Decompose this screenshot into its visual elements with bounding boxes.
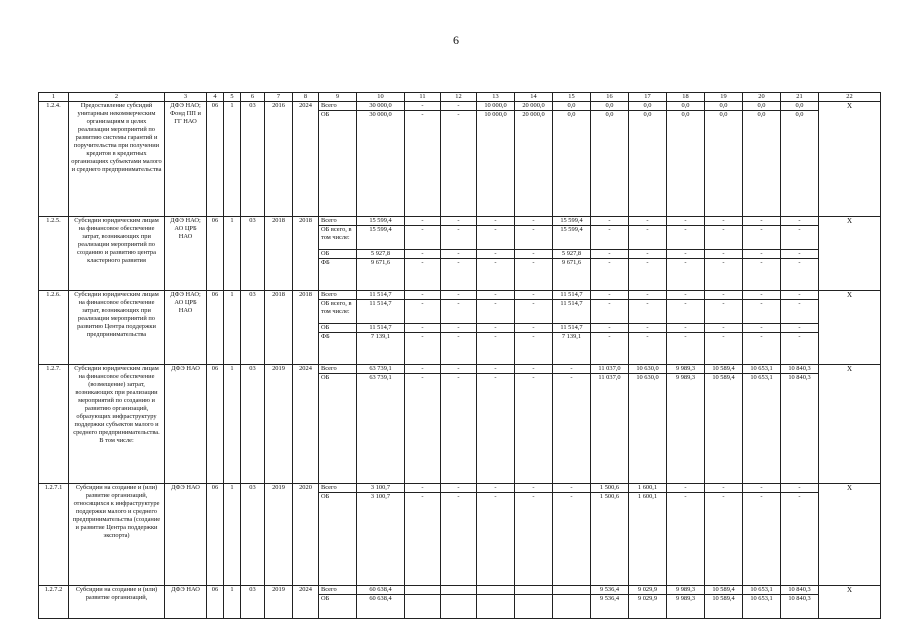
amount-cell: - — [743, 291, 781, 300]
code-cell: 06 — [207, 102, 224, 217]
column-header: 16 — [591, 93, 629, 102]
amount-cell: 10 589,4 — [705, 374, 743, 484]
amount-cell: - — [515, 333, 553, 365]
amount-cell — [553, 586, 591, 595]
column-header: 6 — [241, 93, 265, 102]
column-header: 18 — [667, 93, 705, 102]
amount-cell: - — [591, 259, 629, 291]
column-header: 11 — [405, 93, 441, 102]
end-year: 2024 — [293, 365, 319, 484]
amount-cell: - — [781, 259, 819, 291]
amount-cell: - — [441, 250, 477, 259]
amount-cell: 60 638,4 — [357, 586, 405, 595]
column-header: 4 — [207, 93, 224, 102]
status-mark: X — [819, 291, 881, 365]
end-year: 2020 — [293, 484, 319, 586]
amount-cell: - — [781, 493, 819, 586]
amount-cell: 15 599,4 — [553, 226, 591, 250]
column-header: 19 — [705, 93, 743, 102]
amount-cell: - — [405, 333, 441, 365]
amount-cell: 10 840,3 — [781, 595, 819, 619]
amount-cell: - — [441, 217, 477, 226]
amount-cell: - — [441, 300, 477, 324]
column-header: 7 — [265, 93, 293, 102]
amount-cell: - — [405, 365, 441, 374]
amount-cell: - — [477, 226, 515, 250]
amount-cell: - — [405, 250, 441, 259]
responsible-executor: ДФЭ НАО — [165, 365, 207, 484]
item-description: Предоставление субсидий унитарным некоммерческим организациям в целях реализации мероприятий по развитию системы гарантий и поручительства при получении кредитов в кредитных организациях субъектами малого и среднего предпринимательства — [69, 102, 165, 217]
amount-cell: - — [441, 374, 477, 484]
amount-cell: 11 037,0 — [591, 374, 629, 484]
amount-cell: - — [515, 226, 553, 250]
responsible-executor: ДФЭ НАО; Фонд ПП и ГГ НАО — [165, 102, 207, 217]
amount-cell: - — [405, 324, 441, 333]
amount-cell: - — [477, 291, 515, 300]
amount-cell: 1 500,6 — [591, 484, 629, 493]
amount-cell: - — [553, 493, 591, 586]
column-header: 10 — [357, 93, 405, 102]
code-cell: 06 — [207, 586, 224, 619]
amount-cell: 20 000,0 — [515, 102, 553, 111]
amount-cell: - — [781, 484, 819, 493]
responsible-executor: ДФЭ НАО — [165, 586, 207, 619]
amount-cell: 10 630,0 — [629, 365, 667, 374]
column-header: 9 — [319, 93, 357, 102]
amount-cell: 11 514,7 — [357, 300, 405, 324]
amount-cell: - — [743, 226, 781, 250]
amount-cell: - — [781, 226, 819, 250]
table-row — [39, 102, 881, 111]
amount-cell: 0,0 — [629, 111, 667, 217]
amount-cell: - — [667, 226, 705, 250]
amount-cell: - — [667, 324, 705, 333]
end-year: 2018 — [293, 217, 319, 291]
code-cell: 1 — [224, 586, 241, 619]
amount-cell: 10 653,1 — [743, 586, 781, 595]
item-number: 1.2.4. — [39, 102, 69, 217]
amount-cell: 0,0 — [591, 111, 629, 217]
amount-cell: - — [667, 333, 705, 365]
amount-cell: - — [705, 291, 743, 300]
amount-cell: - — [477, 374, 515, 484]
amount-cell: - — [405, 374, 441, 484]
amount-cell — [515, 586, 553, 595]
amount-cell: - — [743, 250, 781, 259]
amount-cell — [515, 595, 553, 619]
funding-source-label: Всего — [319, 291, 357, 300]
code-cell: 1 — [224, 217, 241, 291]
amount-cell: - — [667, 250, 705, 259]
start-year: 2019 — [265, 365, 293, 484]
column-header: 5 — [224, 93, 241, 102]
amount-cell: 10 653,1 — [743, 365, 781, 374]
code-cell: 03 — [241, 102, 265, 217]
amount-cell: 10 589,4 — [705, 365, 743, 374]
responsible-executor: ДФЭ НАО — [165, 484, 207, 586]
amount-cell: 30 000,0 — [357, 111, 405, 217]
amount-cell: - — [591, 324, 629, 333]
item-description: Субсидии на создание и (или) развитие организаций, — [69, 586, 165, 619]
amount-cell: 20 000,0 — [515, 111, 553, 217]
funding-source-label: ОБ всего, в том числе: — [319, 226, 357, 250]
amount-cell: - — [629, 226, 667, 250]
amount-cell: 15 599,4 — [357, 217, 405, 226]
amount-cell: 11 514,7 — [357, 291, 405, 300]
amount-cell: 10 000,0 — [477, 102, 515, 111]
start-year: 2018 — [265, 217, 293, 291]
amount-cell: 7 139,1 — [357, 333, 405, 365]
code-cell: 1 — [224, 291, 241, 365]
item-number: 1.2.6. — [39, 291, 69, 365]
column-header: 22 — [819, 93, 881, 102]
status-mark: X — [819, 365, 881, 484]
funding-source-label: Всего — [319, 586, 357, 595]
column-header: 21 — [781, 93, 819, 102]
table-row — [39, 586, 881, 595]
amount-cell: - — [441, 259, 477, 291]
amount-cell: - — [441, 111, 477, 217]
column-header: 1 — [39, 93, 69, 102]
funding-source-label: ОБ — [319, 374, 357, 484]
column-header: 13 — [477, 93, 515, 102]
amount-cell: 9 671,6 — [357, 259, 405, 291]
amount-cell: 10 840,3 — [781, 374, 819, 484]
end-year: 2024 — [293, 102, 319, 217]
amount-cell: - — [553, 365, 591, 374]
amount-cell: 3 100,7 — [357, 484, 405, 493]
amount-cell: - — [477, 300, 515, 324]
amount-cell: 30 000,0 — [357, 102, 405, 111]
amount-cell: - — [705, 484, 743, 493]
code-cell: 06 — [207, 484, 224, 586]
amount-cell: 0,0 — [591, 102, 629, 111]
amount-cell: 1 600,1 — [629, 493, 667, 586]
code-cell: 03 — [241, 291, 265, 365]
amount-cell: - — [405, 493, 441, 586]
funding-source-label: ФБ — [319, 259, 357, 291]
funding-source-label: ФБ — [319, 333, 357, 365]
amount-cell: - — [667, 300, 705, 324]
amount-cell: 9 536,4 — [591, 586, 629, 595]
amount-cell: - — [781, 291, 819, 300]
item-description: Субсидии юридическим лицам на финансовое обеспечение затрат, возникающих при реализации мероприятий по созданию и развитию центра кластерного развития — [69, 217, 165, 291]
amount-cell: 11 514,7 — [553, 300, 591, 324]
code-cell: 1 — [224, 484, 241, 586]
amount-cell: - — [667, 493, 705, 586]
funding-source-label: ОБ — [319, 493, 357, 586]
amount-cell: 10 653,1 — [743, 374, 781, 484]
column-header: 17 — [629, 93, 667, 102]
amount-cell — [553, 595, 591, 619]
amount-cell: 1 600,1 — [629, 484, 667, 493]
amount-cell: - — [553, 484, 591, 493]
amount-cell: - — [515, 374, 553, 484]
amount-cell: - — [781, 217, 819, 226]
amount-cell — [405, 595, 441, 619]
amount-cell: - — [705, 333, 743, 365]
amount-cell: 11 514,7 — [357, 324, 405, 333]
amount-cell: 5 927,8 — [553, 250, 591, 259]
amount-cell: - — [705, 250, 743, 259]
amount-cell: 0,0 — [705, 102, 743, 111]
amount-cell: - — [629, 324, 667, 333]
amount-cell: 11 037,0 — [591, 365, 629, 374]
amount-cell: - — [477, 484, 515, 493]
amount-cell: - — [405, 217, 441, 226]
start-year: 2019 — [265, 484, 293, 586]
amount-cell: - — [629, 291, 667, 300]
amount-cell: 0,0 — [743, 111, 781, 217]
end-year: 2018 — [293, 291, 319, 365]
amount-cell: 15 599,4 — [553, 217, 591, 226]
amount-cell: - — [441, 333, 477, 365]
amount-cell: 10 840,3 — [781, 365, 819, 374]
amount-cell: - — [781, 333, 819, 365]
amount-cell — [477, 586, 515, 595]
amount-cell: 63 739,1 — [357, 374, 405, 484]
amount-cell: 60 638,4 — [357, 595, 405, 619]
item-number: 1.2.7. — [39, 365, 69, 484]
amount-cell: 9 029,9 — [629, 586, 667, 595]
responsible-executor: ДФЭ НАО; АО ЦРБ НАО — [165, 217, 207, 291]
amount-cell: - — [553, 374, 591, 484]
amount-cell: 0,0 — [553, 111, 591, 217]
funding-source-label: ОБ всего, в том числе: — [319, 300, 357, 324]
amount-cell: - — [629, 333, 667, 365]
amount-cell: - — [515, 217, 553, 226]
funding-source-label: ОБ — [319, 250, 357, 259]
amount-cell: - — [591, 226, 629, 250]
amount-cell: - — [781, 250, 819, 259]
amount-cell: - — [629, 217, 667, 226]
amount-cell: - — [591, 300, 629, 324]
column-header: 15 — [553, 93, 591, 102]
funding-source-label: Всего — [319, 102, 357, 111]
code-cell: 06 — [207, 365, 224, 484]
amount-cell: - — [781, 324, 819, 333]
amount-cell: - — [705, 300, 743, 324]
column-number-row — [39, 93, 881, 102]
amount-cell: - — [743, 217, 781, 226]
code-cell: 06 — [207, 291, 224, 365]
code-cell: 03 — [241, 217, 265, 291]
amount-cell: - — [705, 226, 743, 250]
amount-cell: 9 989,3 — [667, 365, 705, 374]
status-mark: X — [819, 586, 881, 619]
amount-cell: 9 671,6 — [553, 259, 591, 291]
amount-cell: 9 989,3 — [667, 586, 705, 595]
start-year: 2016 — [265, 102, 293, 217]
responsible-executor: ДФЭ НАО; АО ЦРБ НАО — [165, 291, 207, 365]
table-row — [39, 291, 881, 300]
amount-cell: - — [405, 291, 441, 300]
funding-source-label: ОБ — [319, 111, 357, 217]
amount-cell: 9 989,3 — [667, 374, 705, 484]
amount-cell: - — [705, 493, 743, 586]
code-cell: 03 — [241, 586, 265, 619]
start-year: 2019 — [265, 586, 293, 619]
funding-source-label: Всего — [319, 484, 357, 493]
amount-cell: 63 739,1 — [357, 365, 405, 374]
amount-cell: 9 029,9 — [629, 595, 667, 619]
column-header: 12 — [441, 93, 477, 102]
amount-cell: - — [591, 217, 629, 226]
amount-cell: - — [405, 102, 441, 111]
funding-source-label: Всего — [319, 217, 357, 226]
amount-cell: - — [743, 484, 781, 493]
status-mark: X — [819, 484, 881, 586]
column-header: 2 — [69, 93, 165, 102]
amount-cell: 0,0 — [667, 111, 705, 217]
item-description: Субсидии юридическим лицам на финансовое обеспечение затрат, возникающих при реализации мероприятий по развитию Центра поддержки предпринимательства — [69, 291, 165, 365]
amount-cell: - — [477, 365, 515, 374]
amount-cell: - — [405, 226, 441, 250]
amount-cell: - — [441, 493, 477, 586]
amount-cell: - — [477, 250, 515, 259]
amount-cell: 0,0 — [553, 102, 591, 111]
amount-cell: - — [591, 250, 629, 259]
amount-cell — [405, 586, 441, 595]
amount-cell: - — [477, 333, 515, 365]
amount-cell: - — [515, 250, 553, 259]
amount-cell: - — [667, 217, 705, 226]
amount-cell: - — [705, 324, 743, 333]
amount-cell: 0,0 — [781, 111, 819, 217]
amount-cell: - — [405, 111, 441, 217]
amount-cell: 0,0 — [705, 111, 743, 217]
column-header: 3 — [165, 93, 207, 102]
amount-cell: 0,0 — [781, 102, 819, 111]
funding-source-label: Всего — [319, 365, 357, 374]
code-cell: 03 — [241, 484, 265, 586]
amount-cell: - — [515, 291, 553, 300]
amount-cell: - — [405, 300, 441, 324]
amount-cell: - — [477, 493, 515, 586]
funding-source-label: ОБ — [319, 324, 357, 333]
status-mark: X — [819, 102, 881, 217]
amount-cell: 10 630,0 — [629, 374, 667, 484]
amount-cell: 0,0 — [667, 102, 705, 111]
item-description: Субсидии юридическим лицам на финансовое обеспечение (возмещение) затрат, возникающих при реализации мероприятий по созданию и развитию организаций, образующих инфраструктуру поддержки субъектов малого и среднего предпринимательства. В том числе: — [69, 365, 165, 484]
amount-cell: - — [441, 484, 477, 493]
amount-cell: - — [629, 259, 667, 291]
amount-cell: 10 589,4 — [705, 586, 743, 595]
column-header: 20 — [743, 93, 781, 102]
amount-cell: - — [405, 259, 441, 291]
amount-cell: - — [441, 365, 477, 374]
amount-cell: 0,0 — [629, 102, 667, 111]
amount-cell: - — [743, 300, 781, 324]
amount-cell: 1 500,6 — [591, 493, 629, 586]
amount-cell — [477, 595, 515, 619]
amount-cell: 10 653,1 — [743, 595, 781, 619]
amount-cell: - — [743, 259, 781, 291]
amount-cell: - — [705, 259, 743, 291]
code-cell: 03 — [241, 365, 265, 484]
item-number: 1.2.5. — [39, 217, 69, 291]
amount-cell: - — [441, 102, 477, 111]
code-cell: 1 — [224, 365, 241, 484]
amount-cell: - — [667, 484, 705, 493]
amount-cell: 15 599,4 — [357, 226, 405, 250]
amount-cell: - — [629, 250, 667, 259]
amount-cell: - — [591, 333, 629, 365]
amount-cell: - — [743, 333, 781, 365]
table-row — [39, 365, 881, 374]
amount-cell: - — [515, 484, 553, 493]
table-row — [39, 217, 881, 226]
column-header: 8 — [293, 93, 319, 102]
page-number: 6 — [453, 33, 459, 47]
item-number: 1.2.7.1 — [39, 484, 69, 586]
start-year: 2018 — [265, 291, 293, 365]
amount-cell: - — [743, 493, 781, 586]
amount-cell: 11 514,7 — [553, 324, 591, 333]
amount-cell: 5 927,8 — [357, 250, 405, 259]
amount-cell: 7 139,1 — [553, 333, 591, 365]
amount-cell: - — [477, 324, 515, 333]
amount-cell: - — [477, 259, 515, 291]
amount-cell: 9 989,3 — [667, 595, 705, 619]
amount-cell: - — [743, 324, 781, 333]
amount-cell: - — [667, 259, 705, 291]
funding-source-label: ОБ — [319, 595, 357, 619]
amount-cell: - — [515, 324, 553, 333]
amount-cell: 3 100,7 — [357, 493, 405, 586]
amount-cell: - — [629, 300, 667, 324]
amount-cell: 10 840,3 — [781, 586, 819, 595]
amount-cell: 0,0 — [743, 102, 781, 111]
amount-cell: - — [515, 300, 553, 324]
status-mark: X — [819, 217, 881, 291]
amount-cell — [441, 586, 477, 595]
amount-cell: - — [405, 484, 441, 493]
amount-cell: 11 514,7 — [553, 291, 591, 300]
code-cell: 06 — [207, 217, 224, 291]
program-activities-table — [38, 92, 881, 619]
amount-cell: - — [705, 217, 743, 226]
amount-cell: - — [591, 291, 629, 300]
code-cell: 1 — [224, 102, 241, 217]
amount-cell: - — [781, 300, 819, 324]
item-description: Субсидии на создание и (или) развитие организаций, относящихся к инфраструктуре поддержки малого и среднего предпринимательства (создание и развитие Центра поддержки экспорта) — [69, 484, 165, 586]
amount-cell: - — [477, 217, 515, 226]
table-row — [39, 484, 881, 493]
amount-cell: 9 536,4 — [591, 595, 629, 619]
amount-cell: - — [667, 291, 705, 300]
amount-cell — [441, 595, 477, 619]
item-number: 1.2.7.2 — [39, 586, 69, 619]
amount-cell: - — [441, 291, 477, 300]
amount-cell: - — [515, 259, 553, 291]
amount-cell: - — [515, 365, 553, 374]
amount-cell: - — [441, 324, 477, 333]
amount-cell: 10 000,0 — [477, 111, 515, 217]
end-year: 2024 — [293, 586, 319, 619]
column-header: 14 — [515, 93, 553, 102]
amount-cell: 10 589,4 — [705, 595, 743, 619]
amount-cell: - — [515, 493, 553, 586]
amount-cell: - — [441, 226, 477, 250]
